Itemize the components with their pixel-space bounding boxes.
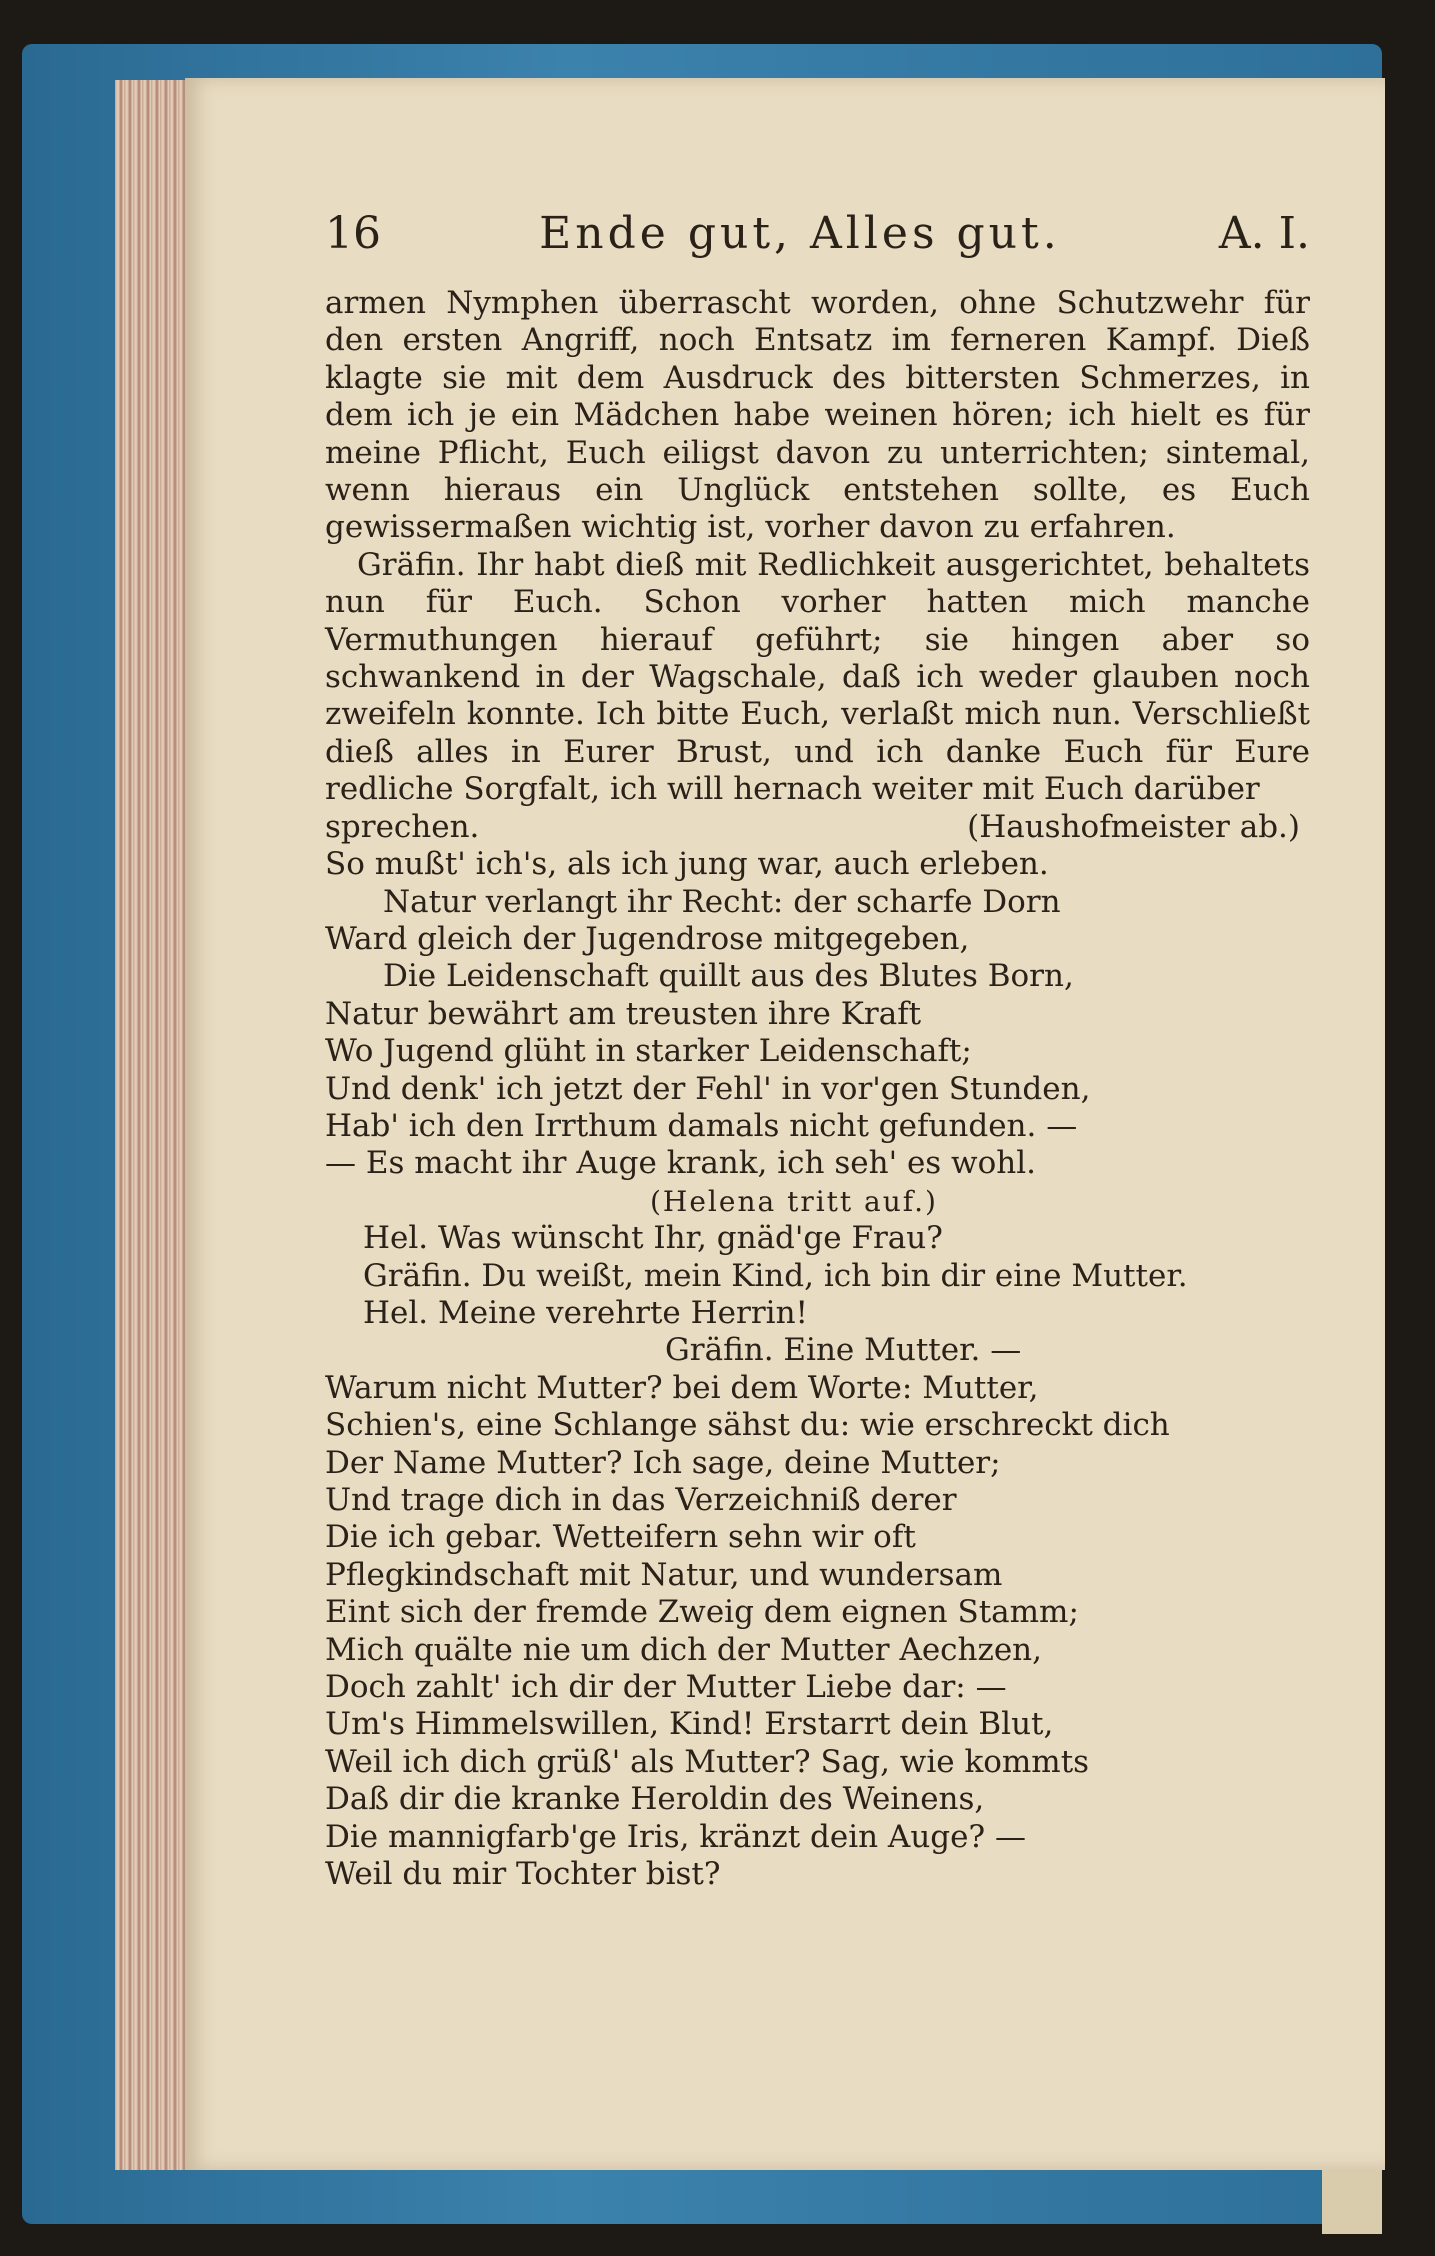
verse-line: Weil du mir Tochter bist? [325,1856,721,1893]
page-stack-edge [115,80,195,2170]
verse-line: Der Name Mutter? Ich sage, deine Mutter; [325,1444,1001,1481]
verse-line: Die ich gebar. Wetteifern sehn wir oft [325,1519,916,1556]
book-page [185,78,1385,2170]
verse-line: Natur bewährt am treusten ihre Kraft [325,995,922,1032]
verse-line: Schien's, eine Schlange sähst du: wie erschreckt dich [325,1407,1170,1444]
prose-paragraph: armen Nymphen überrascht worden, ohne Schutzwehr für den ersten Angriff, noch Entsatz im ferneren Kampf. Dieß klagte sie mit dem Ausdruck des bittersten Schmerzes, in dem ich je ein Mädchen habe weinen hören; ich hielt es für meine Pflicht, Euch eiligst davon zu unterrichten; sintemal, wenn hieraus ein Unglück entstehen sollte, es Euch gewissermaßen wichtig ist, vorher davon zu erfahren. [325,285,1310,546]
verse-line: Und trage dich in das Verzeichniß derer [325,1482,957,1518]
verse-line: Hab' ich den Irrthum damals nicht gefunden. — [325,1107,1078,1144]
verse-line: Um's Himmelswillen, Kind! Erstarrt dein Blut, [325,1706,1054,1743]
prose-block [325,285,1310,809]
exit-line [325,809,1310,846]
speaker-line: Hel. Was wünscht Ihr, gnäd'ge Frau? [363,1220,943,1257]
verse-line: Ward gleich der Jugendrose mitgegeben, [325,920,970,957]
verse-line: Doch zahlt' ich dir der Mutter Liebe dar: — [325,1669,1007,1706]
running-header [325,208,1310,259]
verse-line: Warum nicht Mutter? bei dem Worte: Mutter, [325,1369,1039,1406]
verse-line: So mußt' ich's, als ich jung war, auch erleben. [325,846,1049,883]
verse-line: Pflegkindschaft mit Natur, und wundersam [325,1556,1003,1593]
verse-line: Eint sich der fremde Zweig dem eignen Stamm; [325,1594,1079,1631]
verse-line: — Es macht ihr Auge krank, ich seh' es wohl. [325,1145,1036,1182]
speaker-line: Hel. Meine verehrte Herrin! [363,1294,808,1331]
prose-end: sprechen. [325,808,480,845]
page-number: 16 [325,208,381,259]
speaker-line: Gräfin. Du weißt, mein Kind, ich bin dir eine Mutter. [363,1257,1188,1294]
verse-line: Daß dir die kranke Heroldin des Weinens, [325,1781,985,1818]
verse-line: Weil ich dich grüß' als Mutter? Sag, wie kommts [325,1743,1090,1780]
verse-line: Wo Jugend glüht in starker Leidenschaft; [325,1033,972,1070]
verse-line: Die mannigfarb'ge Iris, kränzt dein Auge? — [325,1818,1026,1855]
verse-line: Mich quälte nie um dich der Mutter Aechzen, [325,1631,1042,1668]
verse-line: Und denk' ich jetzt der Fehl' in vor'gen Stunden, [325,1070,1091,1107]
dialogue-block [325,1220,1310,1370]
verse-block-b [325,1370,1310,1894]
verse-block-a [325,846,1310,1183]
verse-line: Natur verlangt ihr Recht: der scharfe Dorn [383,883,1061,920]
page-content [325,208,1310,1893]
stage-direction: (Haushofmeister ab.) [967,808,1300,845]
prose-paragraph: Gräfin. Ihr habt dieß mit Redlichkeit ausgerichtet, behaltets nun für Euch. Schon vorher hatten mich manche Vermuthungen hierauf geführt; sie hingen aber so schwankend in der Wagschale, daß ich weder glauben noch zweifeln konnte. Ich bitte Euch, verlaßt mich nun. Verschließt dieß alles in Eurer Brust, und ich danke Euch für Eure redliche Sorgfalt, ich will hernach weiter mit Euch darüber [325,546,1310,808]
running-title: Ende gut, Alles gut. [539,208,1061,259]
speaker-line: Gräfin. Eine Mutter. — [665,1332,1022,1369]
stage-direction: (Helena tritt auf.) [650,1184,938,1218]
verse-line: Die Leidenschaft quillt aus des Blutes Born, [383,958,1074,995]
act-marker: A. I. [1218,208,1310,259]
